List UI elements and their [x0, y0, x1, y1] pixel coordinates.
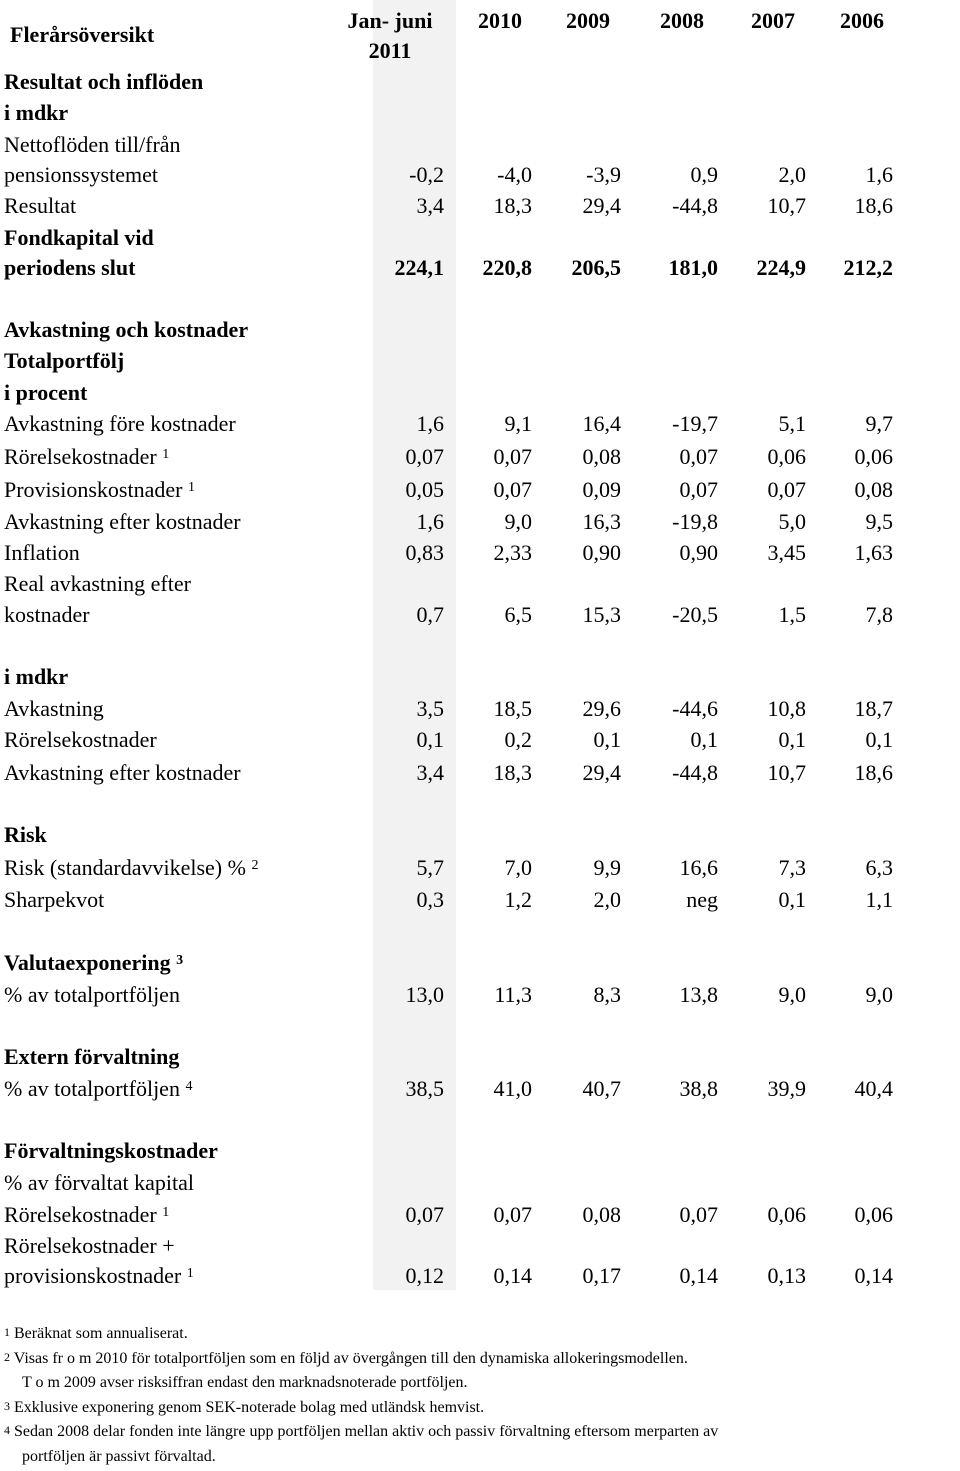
- table-cell: 9,7: [865, 411, 893, 436]
- table-cell: 0,07: [679, 477, 718, 502]
- table-cell: 0,14: [679, 1263, 718, 1288]
- table-cell: 0,07: [405, 1202, 444, 1227]
- table-cell: 0,7: [416, 602, 444, 627]
- row-label-text: Rörelsekostnader +: [4, 1233, 175, 1258]
- row-label: [4, 193, 76, 219]
- table-cell: 0,90: [679, 540, 718, 565]
- footnote-number: 2: [4, 1349, 10, 1364]
- row-label-text: Real avkastning efter: [4, 571, 191, 596]
- row-label: [4, 950, 183, 976]
- table-cell: -19,8: [672, 509, 718, 534]
- row-label-text: Avkastning: [4, 696, 104, 721]
- table-cell: 9,1: [504, 411, 532, 436]
- table-cell: 0,1: [778, 727, 806, 752]
- table-cell: 0,9: [690, 162, 718, 187]
- row-label-text: i procent: [4, 380, 88, 405]
- row-label-text: Sharpekvot: [4, 887, 105, 912]
- table-cell: -44,6: [672, 696, 718, 721]
- row-label-text: Totalportfölj: [4, 348, 125, 373]
- table-cell: 0,3: [416, 887, 444, 912]
- row-label-text: Extern förvaltning: [4, 1044, 180, 1069]
- table-cell: 0,05: [405, 477, 444, 502]
- row-label-text: Risk: [4, 822, 47, 847]
- row-label: [4, 1263, 194, 1289]
- footnote: [4, 1396, 956, 1421]
- table-cell: 40,4: [854, 1076, 893, 1101]
- row-label-text: Avkastning efter kostnader: [4, 760, 241, 785]
- table-cell: 7,8: [865, 602, 893, 627]
- row-label-text: Avkastning före kostnader: [4, 411, 236, 436]
- row-label-text: Fondkapital vid: [4, 225, 154, 250]
- table-cell: 0,83: [405, 540, 444, 565]
- table-cell: -44,8: [672, 193, 718, 218]
- table-cell: 0,08: [582, 1202, 621, 1227]
- table-cell: 11,3: [494, 982, 532, 1007]
- table-cell: -44,8: [672, 760, 718, 785]
- table-cell: 38,8: [679, 1076, 718, 1101]
- table-cell: 10,8: [767, 696, 806, 721]
- row-label: [4, 477, 195, 503]
- header-2011: 2011: [368, 38, 412, 63]
- row-label-text: Rörelsekostnader: [4, 444, 157, 469]
- row-label-text: Nettoflöden till/från: [4, 132, 181, 157]
- footnote-text: T o m 2009 avser risksiffran endast den marknadsnoterade portföljen.: [22, 1374, 468, 1391]
- row-label-text: Risk (standardavvikelse) %: [4, 855, 246, 880]
- header-2010: 2010: [478, 8, 522, 33]
- row-label: [4, 696, 104, 722]
- row-label-text: Provisionskostnader: [4, 477, 183, 502]
- table-cell: 1,1: [865, 887, 893, 912]
- table-cell: 220,8: [482, 255, 532, 280]
- table-cell: 1,5: [778, 602, 806, 627]
- table-cell: 0,1: [778, 887, 806, 912]
- footnote-text: portföljen är passivt förvaltad.: [22, 1447, 216, 1465]
- table-cell: 0,90: [582, 540, 621, 565]
- row-label: [4, 1138, 218, 1164]
- table-cell: 5,0: [778, 509, 806, 534]
- table-cell: 29,6: [582, 696, 621, 721]
- table-cell: -0,2: [409, 162, 444, 187]
- table-cell: 7,0: [504, 855, 532, 880]
- table-cell: 0,08: [582, 444, 621, 469]
- row-label: [4, 727, 157, 753]
- footnote-marker: 1: [162, 1205, 170, 1220]
- row-label: [4, 1076, 192, 1102]
- table-cell: 0,17: [582, 1263, 621, 1288]
- row-label-text: i mdkr: [4, 664, 69, 689]
- row-label: [4, 982, 180, 1008]
- table-cell: 3,5: [416, 696, 444, 721]
- row-label-text: Avkastning och kostnader: [4, 317, 249, 342]
- table-cell: 0,14: [493, 1263, 532, 1288]
- footnote: [4, 1445, 956, 1470]
- table-cell: 0,09: [582, 477, 621, 502]
- row-label-text: pensionssystemet: [4, 162, 158, 187]
- table-cell: 10,7: [767, 760, 806, 785]
- table-cell: 0,1: [416, 727, 444, 752]
- row-label: [4, 1170, 194, 1196]
- footnote-number: 4: [4, 1423, 10, 1437]
- row-label: [4, 100, 68, 126]
- row-label: [4, 1202, 169, 1228]
- row-label-text: % av totalportföljen: [4, 982, 180, 1007]
- table-cell: 2,0: [593, 887, 621, 912]
- table-cell: 3,45: [767, 540, 806, 565]
- header-2008: 2008: [660, 8, 704, 33]
- row-label: [4, 664, 68, 690]
- table-cell: 39,9: [767, 1076, 806, 1101]
- row-label-text: provisionskostnader: [4, 1263, 182, 1288]
- table-cell: 0,07: [405, 444, 444, 469]
- table-cell: 16,6: [679, 855, 718, 880]
- table-cell: 224,9: [756, 255, 806, 280]
- table-cell: 10,7: [767, 193, 806, 218]
- table-cell: 1,6: [865, 162, 893, 187]
- header-2009: 2009: [566, 8, 610, 33]
- row-label: [4, 887, 104, 913]
- table-cell: 18,7: [854, 696, 893, 721]
- row-label-text: Rörelsekostnader: [4, 1202, 157, 1227]
- footnote-text: Visas fr o m 2010 för totalportföljen som en följd av övergången till den dynamiska allokeringsmodellen.: [13, 1349, 688, 1367]
- table-cell: 212,2: [843, 255, 893, 280]
- table-cell: -20,5: [672, 602, 718, 627]
- table-cell: 16,4: [582, 411, 621, 436]
- table-cell: 181,0: [668, 255, 718, 280]
- footnote-text: Exklusive exponering genom SEK-noterade bolag med utländsk hemvist.: [14, 1398, 485, 1416]
- table-cell: 0,1: [865, 727, 893, 752]
- table-cell: 9,5: [865, 509, 893, 534]
- footnote: [4, 1420, 956, 1445]
- table-cell: 40,7: [582, 1076, 621, 1101]
- table-cell: 7,3: [778, 855, 806, 880]
- row-label: [4, 132, 181, 158]
- table-cell: 5,7: [416, 855, 444, 880]
- table-cell: 1,6: [416, 411, 444, 436]
- table-cell: 0,07: [679, 1202, 718, 1227]
- table-cell: 3,4: [416, 193, 444, 218]
- row-label: [4, 760, 241, 786]
- row-label: [4, 1233, 175, 1259]
- table-cell: 1,2: [504, 887, 532, 912]
- footnote-number: 3: [4, 1398, 10, 1413]
- table-cell: 38,5: [405, 1076, 444, 1101]
- header-2007: 2007: [751, 8, 795, 33]
- row-label-text: Valutaexponering: [4, 950, 171, 975]
- table-cell: 0,13: [767, 1263, 806, 1288]
- table-cell: -3,9: [586, 162, 621, 187]
- row-label-text: Rörelsekostnader: [4, 727, 157, 752]
- row-label-text: Inflation: [4, 540, 80, 565]
- row-label: [4, 380, 87, 406]
- row-label: [4, 571, 191, 597]
- table-cell: 0,1: [593, 727, 621, 752]
- table-cell: 2,33: [493, 540, 532, 565]
- footnote: [4, 1347, 956, 1372]
- table-cell: 18,5: [493, 696, 532, 721]
- table-cell: 0,14: [854, 1263, 893, 1288]
- footnote-marker: 1: [162, 447, 170, 462]
- table-title: Flerårsöversikt: [10, 22, 155, 47]
- table-cell: 29,4: [582, 760, 621, 785]
- table-cell: -19,7: [672, 411, 718, 436]
- table-cell: 16,3: [582, 509, 621, 534]
- table-cell: 6,3: [865, 855, 893, 880]
- footnote-marker: 1: [187, 480, 195, 495]
- table-cell: 5,1: [778, 411, 806, 436]
- table-cell: 1,6: [416, 509, 444, 534]
- row-label-text: kostnader: [4, 602, 90, 627]
- footnote-marker: 1: [186, 1266, 194, 1281]
- row-label-text: % av förvaltat kapital: [4, 1170, 194, 1195]
- row-label-text: periodens slut: [4, 255, 136, 280]
- footnote: [4, 1371, 956, 1396]
- row-label: [4, 255, 135, 281]
- footnote-number: 1: [4, 1325, 10, 1339]
- table-cell: 9,0: [865, 982, 893, 1007]
- row-label: [4, 602, 90, 628]
- row-label: [4, 162, 158, 188]
- table-cell: 0,06: [767, 444, 806, 469]
- row-label: [4, 69, 203, 95]
- row-label-text: % av totalportföljen: [4, 1076, 180, 1101]
- row-label: [4, 444, 169, 470]
- row-label-text: Förvaltningskostnader: [4, 1138, 218, 1163]
- table-cell: 0,06: [854, 1202, 893, 1227]
- table-cell: 3,4: [416, 760, 444, 785]
- table-cell: 18,6: [854, 193, 893, 218]
- table-cell: neg: [686, 887, 718, 912]
- row-label-text: i mdkr: [4, 100, 69, 125]
- table-cell: 0,07: [493, 444, 532, 469]
- footnote-marker: 4: [185, 1079, 193, 1094]
- row-label: [4, 540, 80, 566]
- table-cell: 18,3: [493, 760, 532, 785]
- row-label: [4, 411, 236, 437]
- row-label: [4, 822, 47, 848]
- row-label: [4, 1044, 179, 1070]
- table-cell: 9,0: [504, 509, 532, 534]
- footnote: [4, 1322, 956, 1347]
- table-cell: 0,08: [854, 477, 893, 502]
- row-label: [4, 348, 124, 374]
- table-cell: 41,0: [493, 1076, 532, 1101]
- table-cell: 9,0: [778, 982, 806, 1007]
- table-cell: 13,0: [405, 982, 444, 1007]
- table-cell: 0,12: [405, 1263, 444, 1288]
- table-cell: 0,07: [493, 477, 532, 502]
- table-cell: 224,1: [394, 255, 444, 280]
- table-cell: 18,6: [854, 760, 893, 785]
- row-label: [4, 317, 248, 343]
- table-cell: 6,5: [504, 602, 532, 627]
- table-cell: 18,3: [493, 193, 532, 218]
- table-cell: 206,5: [571, 255, 621, 280]
- row-label-text: Resultat: [4, 193, 77, 218]
- row-label-text: Resultat och inflöden: [4, 69, 204, 94]
- table-cell: 13,8: [679, 982, 718, 1007]
- table-cell: 0,07: [679, 444, 718, 469]
- header-jan-juni: Jan- juni: [347, 8, 433, 33]
- table-cell: 9,9: [593, 855, 621, 880]
- row-label: [4, 509, 241, 535]
- footnote-marker: 2: [251, 858, 259, 873]
- header-2006: 2006: [840, 8, 884, 33]
- table-cell: 8,3: [593, 982, 621, 1007]
- footnotes: [4, 1322, 956, 1469]
- table-cell: 0,07: [493, 1202, 532, 1227]
- footnote-text: Beräknat som annualiserat.: [14, 1325, 188, 1342]
- footnote-marker: 3: [176, 953, 184, 968]
- table-cell: -4,0: [497, 162, 532, 187]
- footnote-text: Sedan 2008 delar fonden inte längre upp portföljen mellan aktiv och passiv förvaltning eftersom merparten av: [14, 1423, 719, 1440]
- row-label: [4, 855, 258, 881]
- table-cell: 0,06: [854, 444, 893, 469]
- row-label-text: Avkastning efter kostnader: [4, 509, 241, 534]
- table-cell: 0,2: [504, 727, 532, 752]
- table-cell: 15,3: [582, 602, 621, 627]
- table-cell: 0,07: [767, 477, 806, 502]
- row-label: [4, 225, 154, 251]
- table-cell: 0,06: [767, 1202, 806, 1227]
- table-cell: 1,63: [854, 540, 893, 565]
- table-cell: 2,0: [778, 162, 806, 187]
- table-cell: 0,1: [690, 727, 718, 752]
- table-cell: 29,4: [582, 193, 621, 218]
